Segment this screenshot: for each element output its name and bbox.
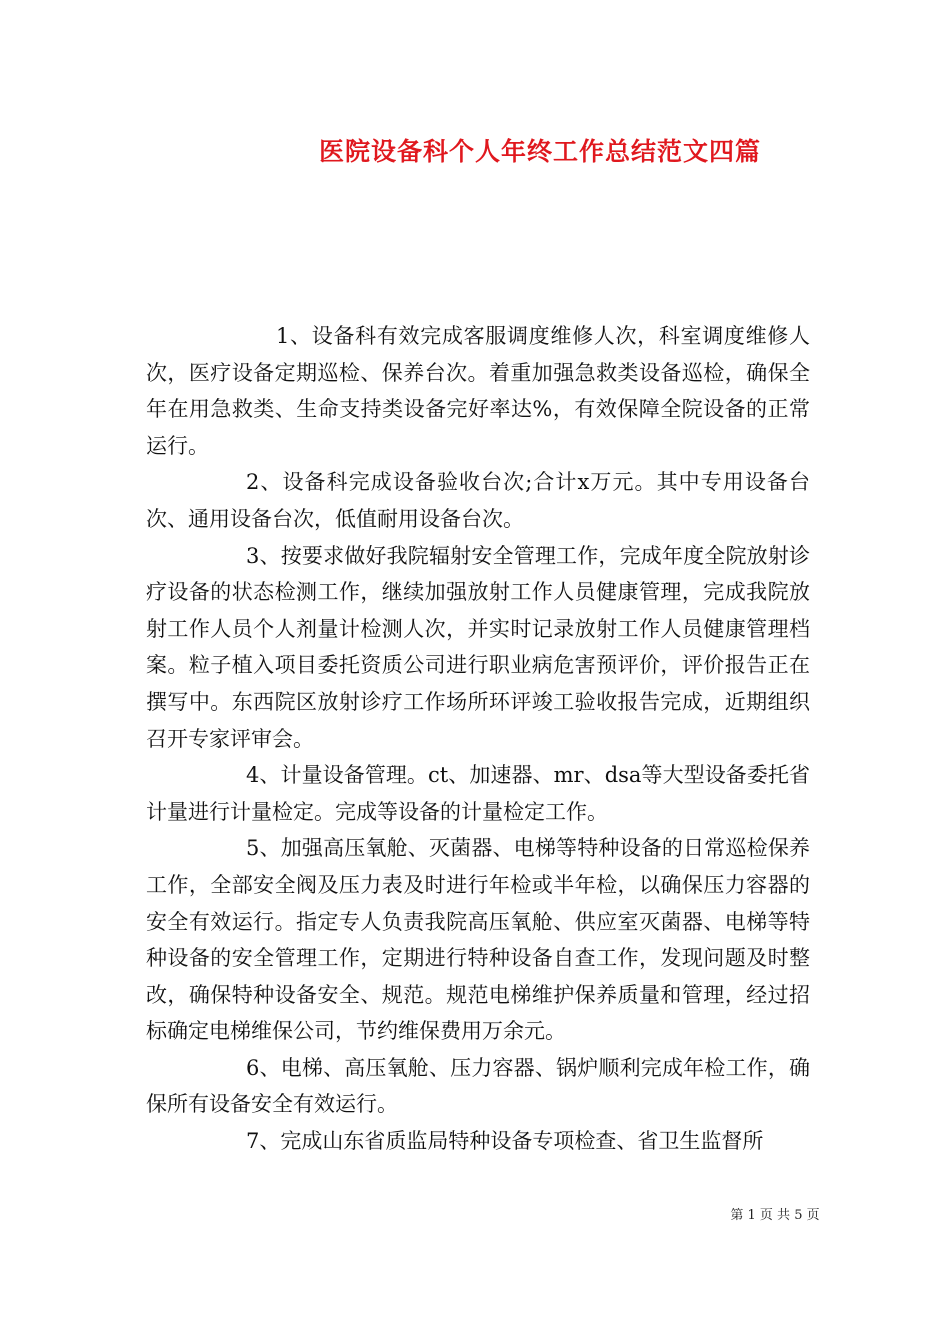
paragraph-4: 4、计量设备管理。ct、加速器、mr、dsa等大型设备委托省计量进行计量检定。完成等设备的计量检定工作。 bbox=[146, 763, 810, 824]
paragraph-6: 6、电梯、高压氧舱、压力容器、锅炉顺利完成年检工作，确保所有设备安全有效运行。 bbox=[146, 1055, 810, 1117]
paragraph-3: 3、按要求做好我院辐射安全管理工作，完成年度全院放射诊疗设备的状态检测工作，继续加强放射工作人员健康管理，完成我院放射工作人员个人剂量计检测人次，并实时记录放射工作人员健康管理档案。粒子植入项目委托资质公司进行职业病危害预评价，评价报告正在撰写中。东西院区放射诊疗工作场所环评竣工验收报告完成，近期组织召开专家评审会。 bbox=[146, 543, 810, 751]
paragraph-5: 5、加强高压氧舱、灭菌器、电梯等特种设备的日常巡检保养工作，全部安全阀及压力表及时进行年检或半年检，以确保压力容器的安全有效运行。指定专人负责我院高压氧舱、供应室灭菌器、电梯等特种设备的安全管理工作，定期进行特种设备自查工作，发现问题及时整改，确保特种设备安全、规范。规范电梯维护保养质量和管理，经过招标确定电梯维保公司，节约维保费用万余元。 bbox=[146, 836, 810, 1044]
page-number-footer: 第 1 页 共 5 页 bbox=[730, 1208, 820, 1223]
paragraph-7: 7、完成山东省质监局特种设备专项检查、省卫生监督所 bbox=[246, 1129, 764, 1154]
paragraph-1: 1、设备科有效完成客服调度维修人次，科室调度维修人次，医疗设备定期巡检、保养台次。着重加强急救类设备巡检，确保全年在用急救类、生命支持类设备完好率达%，有效保障全院设备的正常运行。 bbox=[146, 324, 810, 458]
paragraph-2: 2、设备科完成设备验收台次;合计x万元。其中专用设备台次、通用设备台次，低值耐用设备台次。 bbox=[146, 470, 810, 531]
page-title: 医院设备科个人年终工作总结范文四篇 bbox=[318, 137, 761, 166]
document-body bbox=[146, 318, 810, 1160]
